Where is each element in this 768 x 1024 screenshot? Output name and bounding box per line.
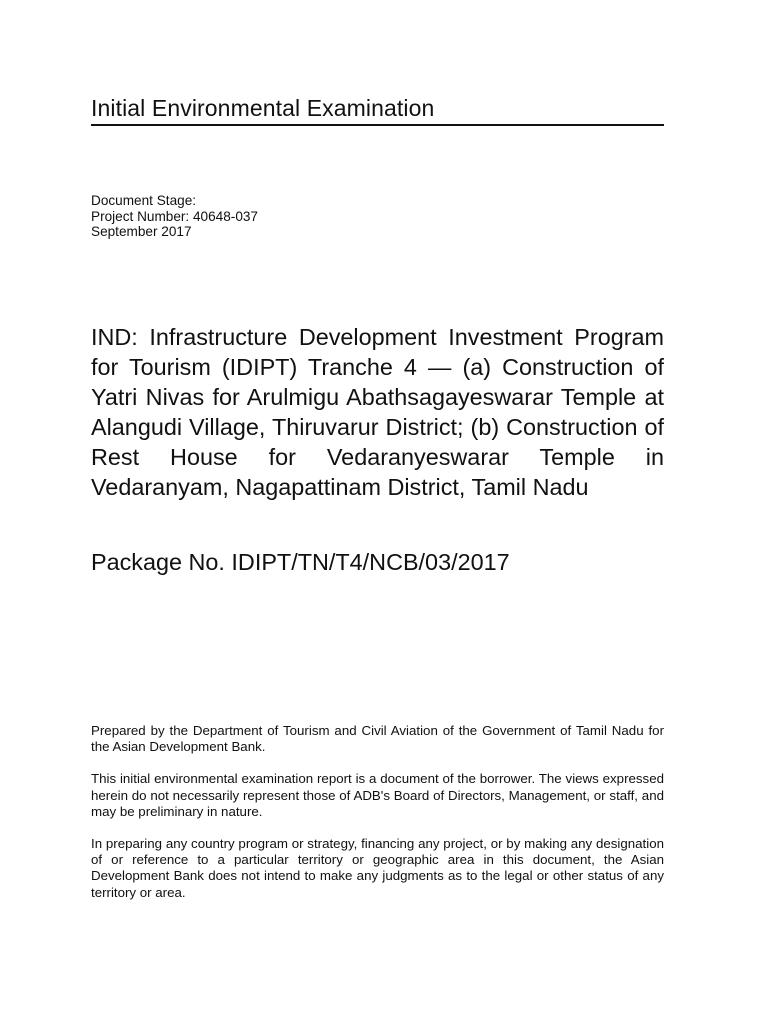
project-number: Project Number: 40648-037 <box>91 208 258 224</box>
prepared-by-note: Prepared by the Department of Tourism and Civil Aviation of the Government of Tamil Nadu for the Asian Development Bank. <box>91 723 664 755</box>
document-page <box>91 0 664 1024</box>
document-metadata <box>91 193 258 240</box>
document-date: September 2017 <box>91 224 192 239</box>
borrower-document-note: This initial environmental examination report is a document of the borrower. The views expressed herein do not necessarily represent those of ADB's Board of Directors, Management, or staff, and may be preliminary in nature. <box>91 771 664 819</box>
territory-disclaimer-note: In preparing any country program or strategy, financing any project, or by making any designation of or reference to a particular territory or geographic area in this document, the Asian Development Bank does not intend to make any judgments as to the legal or other status of any territory or area. <box>91 836 664 900</box>
disclaimer-notes <box>91 723 664 917</box>
package-number: Package No. IDIPT/TN/T4/NCB/03/2017 <box>91 549 510 575</box>
document-stage: Document Stage: <box>91 193 197 208</box>
project-title: IND: Infrastructure Development Investment Program for Tourism (IDIPT) Tranche 4 — (a) Construction of Yatri Nivas for Arulmigu Abathsagayeswarar Temple at Alangudi Village, Thiruvarur District; (b) Construction of Rest House for Vedaranyeswarar Temple in Vedaranyam, Nagapattinam District, Tamil Nadu <box>91 324 664 500</box>
document-type-title: Initial Environmental Examination <box>91 93 664 126</box>
